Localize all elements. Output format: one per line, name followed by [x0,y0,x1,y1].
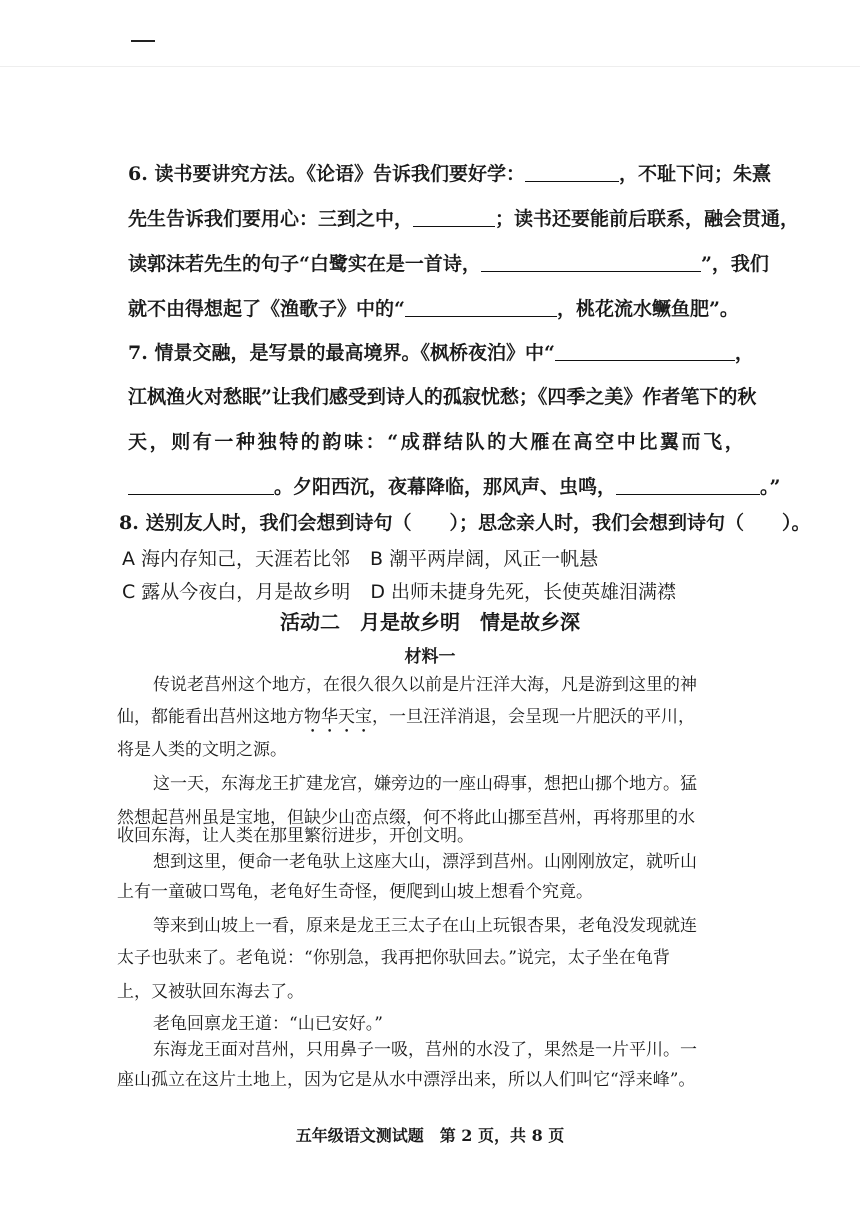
passage-line-2: 仙，都能看出莒州这地方物华天宝，一旦汪洋消退，会呈现一片肥沃的平川， [117,707,695,727]
passage-line-4: 这一天，东海龙王扩建龙宫，嫌旁边的一座山碍事，想把山挪个地方。猛 [153,774,697,794]
q7-blank-3[interactable] [616,476,760,495]
passage-line-6: 收回东海，让人类在那里繁衍进步，开创文明。 [117,826,474,846]
top-divider [0,66,860,67]
q7-blank-2[interactable] [128,476,274,495]
q7-line-3: 天，则有一种独特的韵味：“成群结队的大雁在高空中比翼而飞， [128,431,747,453]
passage-line-5: 然想起莒州虽是宝地，但缺少山峦点缀，何不将此山挪至莒州，再将那里的水 [117,808,695,828]
q8-option-a[interactable]: A 海内存知己，天涯若比邻 [122,548,351,570]
q8-options-row-1 [122,547,598,571]
q8-option-b[interactable]: B 潮平两岸阔，风正一帆悬 [370,548,599,570]
q6-blank-1[interactable] [525,163,619,182]
q6-line-3: 读郭沫若先生的句子“白鹭实在是一首诗， ”，我们 [128,253,769,275]
q7-line-4: 。夕阳西沉，夜幕降临，那风声、虫鸣， 。” [128,475,768,499]
q8-option-d[interactable]: D 出师未捷身先死，长使英雄泪满襟 [370,581,676,603]
passage-line-9: 等来到山坡上一看，原来是龙王三太子在山上玩银杏果，老龟没发现就连 [153,916,697,936]
passage-line-14: 座山孤立在这片土地上，因为它是从水中漂浮出来，所以人们叫它“浮来峰”。 [117,1070,696,1090]
q7-line-2: 江枫渔火对愁眠”让我们感受到诗人的孤寂忧愁；《四季之美》作者笔下的秋 [128,386,757,408]
passage-line-8: 上有一童破口骂龟，老龟好生奇怪，便爬到山坡上想看个究竟。 [117,882,593,902]
activity-2-title: 活动二 月是故乡明 情是故乡深 [280,610,580,634]
material-1-heading: 材料一 [404,647,456,667]
q8-stem: 8. 送别友人时，我们会想到诗句（ ）；思念亲人时，我们会想到诗句（ ）。 [119,512,811,534]
passage-line-11: 上，又被驮回东海去了。 [117,982,304,1002]
q7-line-1: 7. 情景交融，是写景的最高境界。《枫桥夜泊》中“ ， [128,342,754,364]
q6-line-1: 6. 读书要讲究方法。《论语》告诉我们要好学： ，不耻下问；朱熹 [128,163,771,185]
q8-option-c[interactable]: C 露从今夜白，月是故乡明 [122,581,351,603]
top-dash-mark [131,40,155,42]
passage-line-7: 想到这里，便命一老龟驮上这座大山，漂浮到莒州。山刚刚放定，就听山 [153,852,697,872]
passage-line-10: 太子也驮来了。老龟说：“你别急，我再把你驮回去。”说完，太子坐在龟背 [117,948,670,968]
passage-line-1: 传说老莒州这个地方，在很久很久以前是片汪洋大海，凡是游到这里的神 [153,675,697,695]
q6-blank-2[interactable] [413,208,495,227]
q7-blank-1[interactable] [555,342,735,361]
emphasized-word: 物华天宝 [304,707,372,727]
q6-blank-3[interactable] [481,253,701,272]
q6-line-4: 就不由得想起了《渔歌子》中的“ ，桃花流水鳜鱼肥”。 [128,298,739,320]
passage-line-13: 东海龙王面对莒州，只用鼻子一吸，莒州的水没了，果然是一片平川。一 [153,1040,697,1060]
page-footer: 五年级语文测试题 第 2 页，共 8 页 [295,1126,565,1145]
passage-line-12: 老龟回禀龙王道：“山已安好。” [153,1014,383,1034]
passage-line-3: 将是人类的文明之源。 [117,740,287,760]
q6-blank-4[interactable] [405,298,557,317]
q6-line-2: 先生告诉我们要用心：三到之中， ；读书还要能前后联系，融会贯通， [128,208,800,230]
q8-options-row-2 [122,580,676,604]
